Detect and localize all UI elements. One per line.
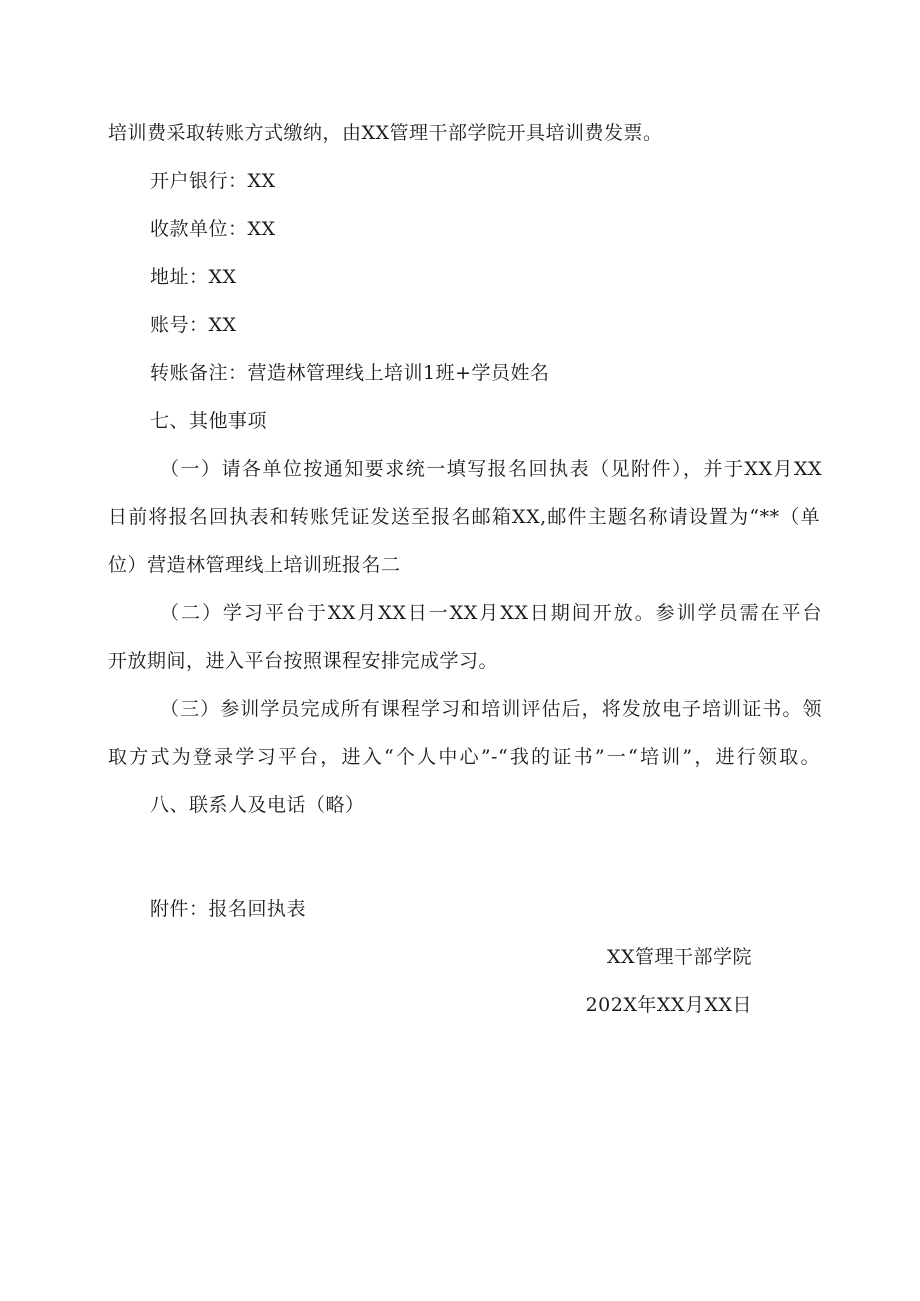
bank-info-bank: 开户银行：XX: [150, 170, 276, 192]
payment-intro: 培训费采取转账方式缴纳，由XX管理干部学院开具培训费发票。: [108, 122, 663, 144]
bank-info-remark: 转账备注：营造林管理线上培训1班+学员姓名: [150, 362, 550, 384]
item-2-line-2: 开放期间，进入平台按照课程安排完成学习。: [108, 650, 499, 672]
section-7-heading: 七、其他事项: [150, 410, 268, 432]
item-1-line-1: （一）请各单位按通知要求统一填写报名回执表（见附件），并于XX月XX: [160, 458, 822, 480]
signature-date: 202X年XX月XX日: [585, 994, 752, 1016]
item-1-line-3: 位）营造林管理线上培训班报名二: [108, 554, 401, 576]
section-8-heading: 八、联系人及电话（略）: [150, 794, 365, 816]
bank-info-address: 地址：XX: [150, 266, 237, 288]
item-3-line-1: （三）参训学员完成所有课程学习和培训评估后，将发放电子培训证书。领: [160, 698, 822, 720]
item-3-line-2: 取方式为登录学习平台，进入“个人中心”-“我的证书”一“培训”，进行领取。: [108, 746, 820, 768]
item-1-line-2: 日前将报名回执表和转账凭证发送至报名邮箱XX,邮件主题名称请设置为“**（单: [108, 506, 820, 528]
signature-organization: XX管理干部学院: [606, 946, 752, 968]
bank-info-payee: 收款单位：XX: [150, 218, 276, 240]
bank-info-account: 账号：XX: [150, 314, 237, 336]
attachment-note: 附件：报名回执表: [150, 898, 307, 920]
item-2-line-1: （二）学习平台于XX月XX日一XX月XX日期间开放。参训学员需在平台: [160, 602, 822, 624]
